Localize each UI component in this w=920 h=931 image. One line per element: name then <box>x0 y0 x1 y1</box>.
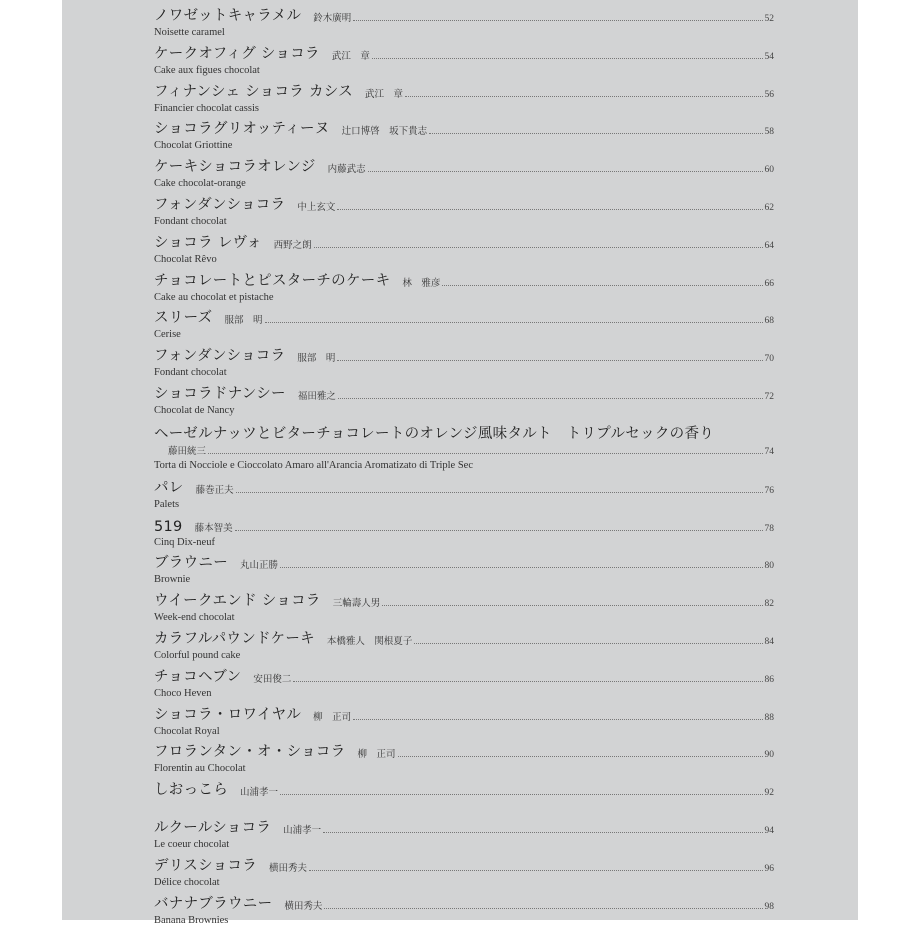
recipe-subtitle <box>154 799 774 815</box>
dot-leader <box>398 756 763 757</box>
recipe-title: ショコラドナンシー <box>154 385 286 402</box>
page-number: 60 <box>764 165 774 176</box>
author-name: 鈴木廣明 <box>313 13 352 24</box>
page-number: 54 <box>764 51 774 62</box>
toc-title-row <box>154 516 774 535</box>
page-number: 96 <box>764 863 774 874</box>
author-name: 福田雅之 <box>297 390 336 402</box>
author-name: 本橋雅人 関根夏子 <box>326 635 413 647</box>
toc-title-row <box>154 742 774 761</box>
page-number: 94 <box>764 825 774 836</box>
dot-leader <box>293 681 762 682</box>
toc-title-row <box>154 82 774 101</box>
toc-entry <box>154 308 774 346</box>
toc-title-row <box>154 856 774 875</box>
dot-leader <box>429 133 762 134</box>
recipe-subtitle: Brownie <box>154 574 191 586</box>
toc-title-row <box>154 780 774 799</box>
author-name: 中上玄文 <box>297 201 336 213</box>
toc-title-row <box>154 308 774 327</box>
page-number: 74 <box>764 446 774 457</box>
dot-leader <box>405 96 763 97</box>
recipe-subtitle: Cerise <box>154 329 181 341</box>
dot-leader <box>324 908 762 909</box>
toc-title-row <box>154 629 774 648</box>
recipe-title: カラフルパウンドケーキ <box>154 630 315 647</box>
dot-leader <box>265 322 763 323</box>
author-name: 服部 明 <box>297 353 336 365</box>
toc-entry <box>154 82 774 120</box>
recipe-title: しおっこら <box>154 782 228 799</box>
toc-author-row <box>154 441 774 458</box>
dot-leader <box>314 247 763 248</box>
recipe-subtitle: Le coeur chocolat <box>154 838 230 850</box>
recipe-title: フィナンシェ ショコラ カシス <box>154 83 353 100</box>
dot-leader <box>208 453 762 454</box>
recipe-title: フォンダンショコラ <box>154 196 286 213</box>
recipe-title: ルクールショコラ <box>154 819 272 836</box>
toc-entry <box>154 6 774 44</box>
recipe-subtitle: Florentin au Chocolat <box>154 763 246 775</box>
toc-entry <box>154 346 774 384</box>
toc-entry <box>154 478 774 516</box>
dot-leader <box>382 605 762 606</box>
author-name: 丸山正勝 <box>240 560 279 572</box>
author-name: 柳 正司 <box>313 711 352 723</box>
page-number: 72 <box>764 391 774 402</box>
page-number: 52 <box>764 14 774 24</box>
author-name: 服部 明 <box>224 315 263 327</box>
table-of-contents <box>154 6 774 931</box>
toc-title-row <box>154 195 774 214</box>
recipe-title: スリーズ <box>154 310 213 327</box>
author-name: 山浦孝一 <box>240 787 279 799</box>
author-name: 山浦孝一 <box>283 824 322 836</box>
recipe-title: ショコラ レヴォ <box>154 234 262 251</box>
author-name: 内藤武志 <box>327 164 366 176</box>
page-number: 70 <box>764 354 774 365</box>
toc-entry <box>154 44 774 82</box>
recipe-subtitle: Fondant chocolat <box>154 367 227 379</box>
toc-entry <box>154 384 774 422</box>
recipe-title: フロランタン・オ・ショコラ <box>154 744 346 761</box>
recipe-subtitle: Cake au chocolat et pistache <box>154 291 274 303</box>
author-name: 横田秀夫 <box>269 862 308 874</box>
author-name: 西野之朗 <box>273 239 312 251</box>
dot-leader <box>236 492 763 493</box>
toc-entry <box>154 894 774 931</box>
recipe-title: チョコヘブン <box>154 668 242 685</box>
page-number: 62 <box>764 202 774 213</box>
author-name: 三輪壽人男 <box>332 598 381 610</box>
recipe-title: ブラウニー <box>154 555 228 572</box>
toc-title-row <box>154 818 774 837</box>
dot-leader <box>235 530 763 531</box>
toc-title-row <box>154 478 774 497</box>
author-name: 藤巻正夫 <box>195 484 234 496</box>
recipe-subtitle: Choco Heven <box>154 687 212 699</box>
page-number: 66 <box>764 278 774 289</box>
toc-entry <box>154 629 774 667</box>
toc-entry <box>154 705 774 743</box>
toc-title-row <box>154 157 774 176</box>
page-number: 64 <box>764 240 774 251</box>
recipe-subtitle: Colorful pound cake <box>154 649 241 661</box>
recipe-subtitle: Cake chocolat-orange <box>154 178 246 190</box>
dot-leader <box>309 870 762 871</box>
page-number: 86 <box>764 674 774 685</box>
dot-leader <box>353 719 762 720</box>
toc-entry <box>154 157 774 195</box>
page-number: 56 <box>764 89 774 100</box>
dot-leader <box>372 58 763 59</box>
recipe-subtitle: Noisette caramel <box>154 27 225 38</box>
toc-entry <box>154 591 774 629</box>
toc-entry <box>154 818 774 856</box>
recipe-subtitle: Cake aux figues chocolat <box>154 64 260 76</box>
toc-entry <box>154 233 774 271</box>
recipe-title: フォンダンショコラ <box>154 348 286 365</box>
recipe-title: ショコラグリオッティーヌ <box>154 121 330 138</box>
recipe-subtitle: Chocolat Griottine <box>154 140 233 152</box>
recipe-subtitle: Banana Brownies <box>154 914 229 926</box>
dot-leader <box>353 20 762 21</box>
recipe-subtitle: Chocolat de Nancy <box>154 404 235 416</box>
recipe-subtitle: Week-end chocolat <box>154 612 235 624</box>
toc-title-row <box>154 346 774 365</box>
toc-title-row <box>154 44 774 63</box>
toc-title-row <box>154 233 774 252</box>
dot-leader <box>442 285 762 286</box>
recipe-title: ノワゼットキャラメル <box>154 8 302 24</box>
recipe-subtitle: Fondant chocolat <box>154 215 227 227</box>
toc-title-row <box>154 384 774 403</box>
page-number: 90 <box>764 750 774 761</box>
recipe-subtitle: Torta di Nocciole e Cioccolato Amaro all'Arancia Aromatizato di Triple Sec <box>154 459 473 471</box>
toc-title-row <box>154 422 774 441</box>
dot-leader <box>338 398 763 399</box>
recipe-subtitle: Palets <box>154 498 180 510</box>
toc-title-row <box>154 705 774 724</box>
dot-leader <box>280 794 762 795</box>
author-name: 辻口博啓 坂下貴志 <box>341 126 428 138</box>
recipe-subtitle: Chocolat Rêvo <box>154 253 217 265</box>
toc-title-row <box>154 119 774 138</box>
page-number: 80 <box>764 561 774 572</box>
dot-leader <box>323 832 762 833</box>
author-name: 横田秀夫 <box>284 900 323 912</box>
toc-entry <box>154 119 774 157</box>
recipe-title: パレ <box>154 479 184 496</box>
recipe-title: ケーキショコラオレンジ <box>154 159 316 176</box>
toc-entry <box>154 856 774 894</box>
dot-leader <box>337 360 762 361</box>
author-name: 藤田統三 <box>168 445 207 457</box>
recipe-title: 519 <box>154 518 183 535</box>
recipe-title: デリスショコラ <box>154 857 258 874</box>
author-name: 柳 正司 <box>357 749 396 761</box>
page-number: 68 <box>764 316 774 327</box>
toc-title-row <box>154 894 774 913</box>
recipe-title: バナナブラウニー <box>154 895 273 912</box>
author-name: 藤本智美 <box>194 522 233 534</box>
recipe-title: ショコラ・ロワイヤル <box>154 706 302 723</box>
author-name: 安田俊二 <box>253 673 292 685</box>
author-name: 林 雅彦 <box>402 277 441 289</box>
page-number: 78 <box>764 523 774 534</box>
dot-leader <box>414 643 762 644</box>
recipe-subtitle: Délice chocolat <box>154 876 220 888</box>
toc-title-row <box>154 667 774 686</box>
toc-entry <box>154 516 774 554</box>
recipe-subtitle: Chocolat Royal <box>154 725 220 737</box>
recipe-title: チョコレートとピスターチのケーキ <box>154 272 391 289</box>
page-number: 98 <box>764 901 774 912</box>
toc-entry <box>154 667 774 705</box>
recipe-title: ヘーゼルナッツとビターチョコレートのオレンジ風味タルト トリプルセックの香り <box>154 425 715 442</box>
author-name: 武江 章 <box>364 88 403 100</box>
toc-entry <box>154 271 774 309</box>
dot-leader <box>368 171 763 172</box>
page-number: 58 <box>764 127 774 138</box>
dot-leader <box>337 209 762 210</box>
toc-entry <box>154 780 774 818</box>
page-number: 82 <box>764 599 774 610</box>
toc-entry <box>154 553 774 591</box>
dot-leader <box>280 567 762 568</box>
toc-entry <box>154 742 774 780</box>
book-page <box>62 0 858 926</box>
recipe-subtitle: Financier chocolat cassis <box>154 102 259 114</box>
page-number: 76 <box>764 485 774 496</box>
page-number: 92 <box>764 788 774 799</box>
toc-title-row <box>154 591 774 610</box>
recipe-subtitle: Cinq Dix-neuf <box>154 536 215 548</box>
author-name: 武江 章 <box>331 50 370 62</box>
toc-entry <box>154 422 774 478</box>
toc-title-row <box>154 271 774 290</box>
toc-entry <box>154 195 774 233</box>
toc-title-row <box>154 553 774 572</box>
toc-title-row <box>154 6 774 25</box>
page-number: 84 <box>764 636 774 647</box>
recipe-title: ケークオフィグ ショコラ <box>154 45 320 62</box>
recipe-title: ウイークエンド ショコラ <box>154 593 321 610</box>
page-number: 88 <box>764 712 774 723</box>
